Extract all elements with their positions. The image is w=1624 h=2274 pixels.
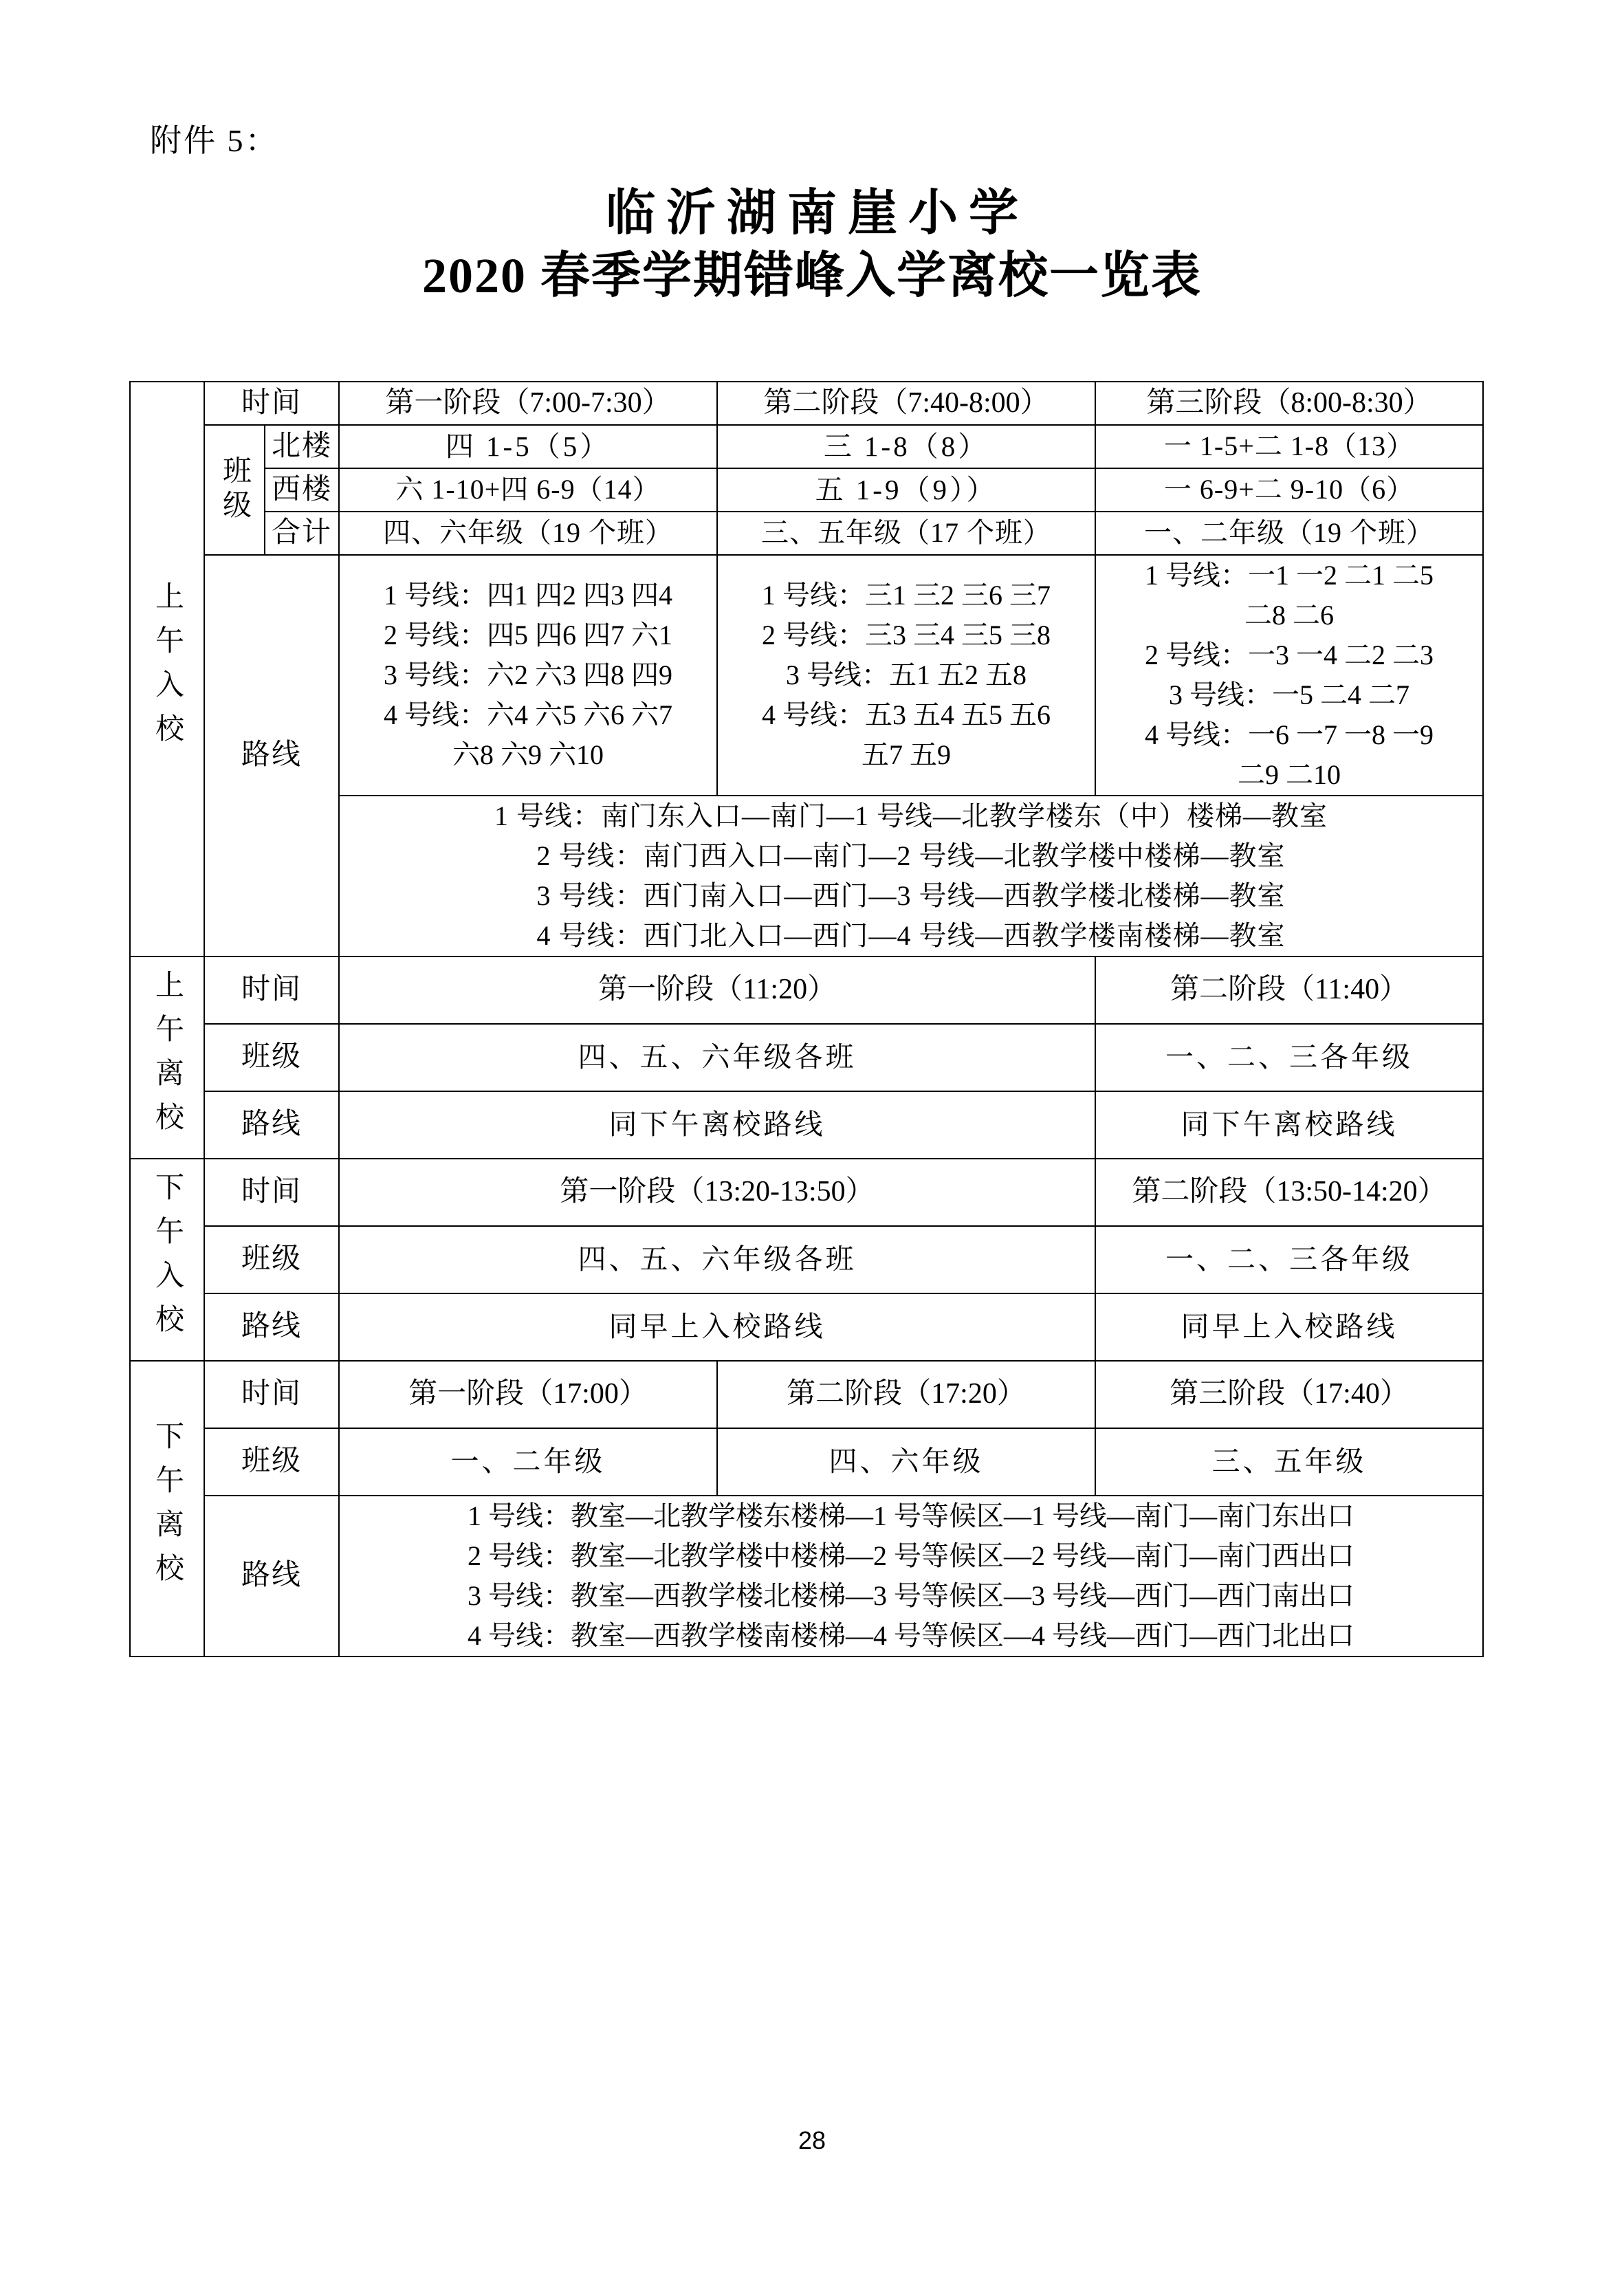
route-list-phase-2: 1 号线：三1 三2 三6 三7 2 号线：三3 三4 三5 三8 3 号线：五1 五2 五8 4 号线：五3 五4 五5 五6 五7 五9 [717, 555, 1095, 796]
aa-classes-1: 四、五、六年级各班 [339, 1226, 1095, 1293]
section-label-text: 上午离校 [151, 969, 183, 1146]
schedule-title: 2020 春季学期错峰入学离校一览表 [421, 248, 1202, 303]
attachment-label: 附件 5： [150, 123, 279, 158]
table-row [130, 1428, 1483, 1496]
table-row [130, 1293, 1483, 1361]
aa-phase-header-1: 第一阶段（13:20-13:50） [339, 1159, 1095, 1226]
row-label-class: 班级 [204, 1226, 339, 1293]
table-row [130, 956, 1483, 1024]
total-phase-3: 一、二年级（19 个班） [1095, 512, 1483, 555]
section-label-afternoon-arrival [130, 1159, 204, 1361]
ad-classes-3: 三、五年级 [1095, 1428, 1483, 1496]
total-phase-1: 四、六年级（19 个班） [339, 512, 717, 555]
md-phase-header-1: 第一阶段（11:20） [339, 956, 1095, 1024]
table-row [130, 1496, 1483, 1657]
west-building-phase-1: 六 1-10+四 6-9（14） [339, 468, 717, 512]
phase-header-3: 第三阶段（8:00-8:30） [1095, 382, 1483, 425]
north-building-phase-2: 三 1-8（8） [717, 425, 1095, 468]
row-label-time: 时间 [204, 1159, 339, 1226]
table-row [130, 1226, 1483, 1293]
aa-phase-header-2: 第二阶段（13:50-14:20） [1095, 1159, 1483, 1226]
total-phase-2: 三、五年级（17 个班） [717, 512, 1095, 555]
phase-header-2: 第二阶段（7:40-8:00） [717, 382, 1095, 425]
section-label-text: 上午入校 [151, 580, 183, 757]
north-building-phase-1: 四 1-5（5） [339, 425, 717, 468]
aa-classes-2: 一、二、三各年级 [1095, 1226, 1483, 1293]
md-routes-1: 同下午离校路线 [339, 1091, 1095, 1159]
table-row [130, 1091, 1483, 1159]
md-classes-2: 一、二、三各年级 [1095, 1024, 1483, 1091]
table-row [130, 1024, 1483, 1091]
ad-phase-header-3: 第三阶段（17:40） [1095, 1361, 1483, 1428]
row-label-total: 合计 [265, 512, 339, 555]
phase-header-1: 第一阶段（7:00-7:30） [339, 382, 717, 425]
table-row [130, 1159, 1483, 1226]
row-label-north-building: 北楼 [265, 425, 339, 468]
row-label-route: 路线 [204, 1293, 339, 1361]
table-row [130, 555, 1483, 796]
section-label-morning-departure [130, 956, 204, 1159]
page-number: 28 [798, 2126, 826, 2154]
document-title [0, 184, 1624, 305]
ad-classes-2: 四、六年级 [717, 1428, 1095, 1496]
table-row [130, 468, 1483, 512]
row-label-class: 班级 [204, 1024, 339, 1091]
row-label-time: 时间 [204, 956, 339, 1024]
ad-phase-header-2: 第二阶段（17:20） [717, 1361, 1095, 1428]
route-list-phase-1: 1 号线：四1 四2 四3 四4 2 号线：四5 四6 四7 六1 3 号线：六2 六3 四8 四9 4 号线：六4 六5 六6 六7 六8 六9 六10 [339, 555, 717, 796]
md-classes-1: 四、五、六年级各班 [339, 1024, 1095, 1091]
route-description-morning-arrival: 1 号线：南门东入口—南门—1 号线—北教学楼东（中）楼梯—教室 2 号线：南门西入口—南门—2 号线—北教学楼中楼梯—教室 3 号线：西门南入口—西门—3 号线—西教学楼北楼梯—教室 4 号线：西门北入口—西门—4 号线—西教学楼南楼梯—教室 [339, 796, 1483, 956]
md-phase-header-2: 第二阶段（11:40） [1095, 956, 1483, 1024]
section-label-text: 下午入校 [151, 1171, 183, 1348]
aa-routes-2: 同早上入校路线 [1095, 1293, 1483, 1361]
row-label-time: 时间 [204, 1361, 339, 1428]
table-row [130, 512, 1483, 555]
section-label-afternoon-departure [130, 1361, 204, 1657]
west-building-phase-2: 五 1-9（9）） [717, 468, 1095, 512]
section-label-morning-arrival [130, 382, 204, 956]
ad-phase-header-1: 第一阶段（17:00） [339, 1361, 717, 1428]
route-list-phase-3: 1 号线：一1 一2 二1 二5 二8 二6 2 号线：一3 一4 二2 二3 3 号线：一5 二4 二7 4 号线：一6 一7 一8 一9 二9 二10 [1095, 555, 1483, 796]
md-routes-2: 同下午离校路线 [1095, 1091, 1483, 1159]
table-row [130, 425, 1483, 468]
row-label-route: 路线 [204, 1091, 339, 1159]
row-label-class: 班级 [204, 425, 265, 555]
schedule-table [129, 381, 1484, 1657]
route-description-afternoon-departure: 1 号线：教室—北教学楼东楼梯—1 号等候区—1 号线—南门—南门东出口 2 号线：教室—北教学楼中楼梯—2 号等候区—2 号线—南门—南门西出口 3 号线：教室—西教学楼北楼梯—3 号等候区—3 号线—西门—西门南出口 4 号线：教室—西教学楼南楼梯—4 号等候区—4 号线—西门—西门北出口 [339, 1496, 1483, 1657]
row-label-time: 时间 [204, 382, 339, 425]
west-building-phase-3: 一 6-9+二 9-10（6） [1095, 468, 1483, 512]
row-label-route: 路线 [204, 555, 339, 956]
school-name: 临沂湖南崖小学 [605, 186, 1029, 241]
north-building-phase-3: 一 1-5+二 1-8（13） [1095, 425, 1483, 468]
aa-routes-1: 同早上入校路线 [339, 1293, 1095, 1361]
table-row [130, 382, 1483, 425]
section-label-text: 下午离校 [151, 1420, 183, 1597]
table-row [130, 1361, 1483, 1428]
ad-classes-1: 一、二年级 [339, 1428, 717, 1496]
row-label-class: 班级 [204, 1428, 339, 1496]
row-label-route: 路线 [204, 1496, 339, 1657]
row-label-west-building: 西楼 [265, 468, 339, 512]
